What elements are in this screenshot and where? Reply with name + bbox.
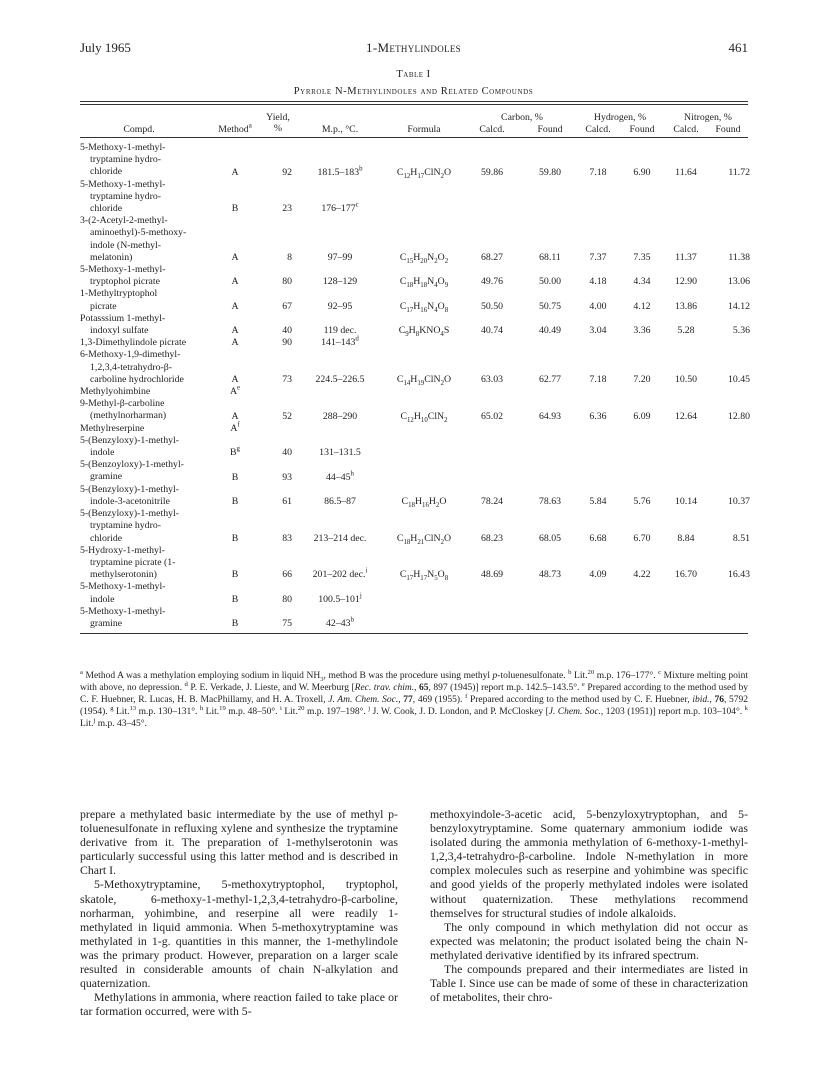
table-row	[80, 545, 748, 582]
cell-n-found: 11.72	[728, 166, 750, 178]
table-label: Table I	[396, 69, 431, 80]
compound-name-line: gramine	[90, 617, 123, 629]
cell-n-found: 16.43	[727, 569, 750, 581]
cell-mp: 141–143$^d$	[321, 336, 359, 349]
compound-name-line: 5-Hydroxy-1-methyl-	[80, 544, 165, 556]
cell-method: $A^f$	[230, 421, 240, 434]
cell-method: A	[231, 374, 239, 386]
cell-mp: 97–99	[327, 252, 353, 264]
cell-yield: 92	[282, 166, 292, 178]
cell-formula: $C_{17}H_{17}N_5O_8$	[399, 569, 449, 583]
cell-n-calc: 11.37	[675, 252, 697, 264]
table-row	[80, 215, 748, 264]
cell-h-found: 5.76	[633, 496, 651, 508]
cell-mp: 213–214 dec.	[313, 532, 367, 544]
cell-mp: 176–177$^c$	[321, 201, 359, 215]
cell-method: B	[231, 471, 239, 483]
body-right-column	[430, 807, 748, 1004]
compound-name-line: indole	[90, 593, 115, 605]
body-paragraph: 5-Methoxytryptamine, 5-methoxytryptophol, tryptophol, skatole, 6-methoxy-1-methyl-1,2,3,4-tetrahydro-β-carboline, norharman, yohimbine, and reserpine all were readily 1-methylated in liquid ammonia. When 5-methoxytryptamine was methylated in 1-g. quantities in this manner, the 1-methylindole was the primary product. However, preparation on a larger scale resulted in considerable amounts of chain N-alkylation and quaternization.	[80, 877, 398, 991]
cell-yield: 80	[282, 276, 292, 288]
table-row	[80, 581, 748, 605]
compound-name-line: carboline hydrochloride	[90, 373, 184, 385]
cell-yield: 67	[282, 300, 292, 312]
cell-formula: $C_{18}H_{16}H_2O$	[401, 496, 447, 510]
compound-name-line: chloride	[90, 203, 123, 215]
cell-n-calc: 10.14	[674, 496, 698, 508]
table-row	[80, 179, 748, 216]
cell-h-calc: 7.18	[589, 374, 607, 386]
header-mp: M.p., °C.	[321, 124, 359, 135]
header-c-calcd: Calcd.	[479, 124, 505, 135]
cell-mp: 181.5–183$^b$	[317, 165, 363, 178]
cell-n-found: 11.38	[728, 252, 750, 264]
cell-method: A	[231, 410, 239, 422]
cell-yield: 90	[282, 337, 292, 349]
compound-name-line: indole	[90, 447, 115, 459]
compound-name	[80, 581, 748, 605]
cell-h-found: 3.36	[633, 325, 651, 337]
cell-n-found: 10.45	[727, 374, 750, 386]
cell-method: A	[231, 300, 239, 312]
cell-n-calc: 11.64	[675, 166, 697, 178]
cell-formula: $C_{12}H_{17}ClN_2O$	[396, 166, 452, 180]
cell-c-calc: 63.03	[480, 374, 504, 386]
cell-yield: 73	[282, 374, 292, 386]
cell-c-calc: 49.76	[480, 276, 504, 288]
cell-h-found: 7.35	[633, 252, 651, 264]
compound-name-line: 5-(Benzoyloxy)-1-methyl-	[80, 459, 184, 471]
compound-name-line: (methylnorharman)	[90, 410, 167, 422]
cell-yield: 61	[282, 496, 292, 508]
cell-c-found: 48.73	[538, 569, 562, 581]
table-row	[80, 386, 748, 398]
header-running-title: 1-Methylindoles	[366, 40, 461, 55]
table	[80, 101, 748, 634]
compound-name-line: tryptamine hydro-	[90, 190, 162, 202]
compound-name-line: 9-Methyl-β-carboline	[80, 398, 165, 410]
cell-mp: 100.5–101$^j$	[318, 592, 362, 605]
cell-c-found: 68.11	[539, 252, 561, 264]
cell-mp: 131–131.5	[319, 447, 361, 459]
compound-name-line: 5-(Benzyloxy)-1-methyl-	[80, 434, 180, 446]
compound-name-line: chloride	[90, 166, 123, 178]
cell-c-calc: 40.74	[480, 325, 504, 337]
cell-formula: $C_{18}H_{18}N_4O_9$	[399, 276, 449, 290]
cell-h-found: 6.70	[633, 532, 651, 544]
compound-name-line: indoxyl sulfate	[90, 325, 149, 337]
table-row	[80, 423, 748, 435]
cell-yield: 66	[282, 569, 292, 581]
footnote-e: $^e$ Prepared according to the method used by C. F. Huebner, R. Lucas, H. B. MacPhillamy, and H. A. Troxell, J. Am. Chem. Soc., 77, 469 (1955).	[80, 680, 749, 705]
compound-name	[80, 179, 748, 216]
compound-name-line: Methylyohimbine	[80, 386, 151, 398]
compound-name-line: Potasssium 1-methyl-	[80, 312, 166, 324]
compound-name-line: 1,3-Dimethylindole picrate	[80, 337, 187, 349]
compound-name-line: tryptophol picrate	[90, 276, 160, 288]
footnote-i: $^i$ Lit.$^{20}$ m.p. 197–198°.	[280, 704, 366, 717]
compound-name-line: 6-Methoxy-1,9-dimethyl-	[80, 349, 181, 361]
header-n-calcd: Calcd.	[673, 124, 699, 135]
cell-mp: 224.5–226.5	[315, 374, 365, 386]
cell-mp: 92–95	[327, 300, 353, 312]
header-n-found: Found	[715, 124, 741, 135]
compound-name-line: gramine	[90, 471, 123, 483]
cell-yield: 75	[282, 618, 292, 630]
footnote-h: $^h$ Lit.$^{19}$ m.p. 48–50°.	[199, 704, 278, 717]
compound-name-line: picrate	[90, 300, 117, 312]
cell-mp: 42–43$^b$	[326, 616, 354, 630]
compound-name-line: 5-Methoxy-1-methyl-	[80, 581, 166, 593]
cell-c-found: 64.93	[538, 410, 562, 422]
cell-h-calc: 3.04	[589, 325, 607, 337]
footnote-d: $^d$ P. E. Verkade, J. Lieste, and W. Meerburg [Rec. trav. chim., 65, 897 (1945)] report m.p. 142.5–143.5°.	[184, 680, 580, 693]
cell-n-calc: 5.28	[677, 325, 695, 337]
body-paragraph: Methylations in ammonia, where reaction failed to take place or tar formation occurred, were with 5-	[80, 990, 398, 1019]
cell-mp: 288–290	[322, 410, 358, 422]
cell-h-found: 4.22	[633, 569, 651, 581]
cell-mp: 86.5–87	[324, 496, 356, 508]
cell-method: B	[231, 496, 239, 508]
cell-n-found: 14.12	[727, 300, 750, 312]
cell-mp: 201–202 dec.$^i$	[312, 568, 368, 581]
compound-name-line: 5-Methoxy-1-methyl-	[80, 142, 166, 153]
cell-h-found: 4.34	[633, 276, 651, 288]
cell-h-calc: 5.84	[589, 496, 607, 508]
footnote-g: $^g$ Lit.$^{13}$ m.p. 130–131°.	[110, 704, 198, 717]
cell-h-calc: 6.68	[589, 532, 607, 544]
table-row	[80, 606, 748, 630]
cell-n-calc: 16.70	[674, 569, 698, 581]
table-row	[80, 435, 748, 459]
table-row	[80, 484, 748, 508]
cell-yield: 80	[282, 593, 292, 605]
cell-mp: 119 dec.	[323, 325, 357, 337]
table-row	[80, 398, 748, 422]
compound-name-line: tryptamine hydro-	[90, 154, 162, 166]
compound-name	[80, 606, 748, 630]
body-paragraph: prepare a methylated basic intermediate by the use of methyl p-toluenesulfonate in refluxing xylene and synthesize the tryptamine derivative from it. The preparation of 1-methylserotonin was particularly successful using this latter method and is described in Chart I.	[80, 807, 398, 878]
cell-method: A	[231, 337, 239, 349]
compound-name-line: tryptamine picrate (1-	[90, 556, 176, 568]
cell-formula: $C_{18}H_{21}ClN_2O$	[396, 532, 452, 546]
footnote-j: $^j$ J. W. Cook, J. D. London, and P. McCloskey [J. Chem. Soc., 1203 (1951)] report m.p. 103–104°.	[368, 704, 743, 717]
header-method: Method$^a$	[218, 122, 252, 135]
cell-h-calc: 6.36	[589, 410, 607, 422]
cell-c-calc: 78.24	[480, 496, 504, 508]
cell-yield: 8	[287, 252, 292, 264]
cell-c-found: 78.63	[538, 496, 562, 508]
compound-name-line: 5-Methoxy-1-methyl-	[80, 178, 166, 190]
cell-method: $B^g$	[230, 446, 240, 459]
cell-h-calc: 4.18	[589, 276, 607, 288]
header-date: July 1965	[80, 40, 131, 55]
table-row	[80, 142, 748, 179]
cell-c-calc: 50.50	[480, 300, 504, 312]
body-paragraph: The only compound in which methylation did not occur as expected was melatonin; the product isolated being the chain N-methylated derivative identified by its infrared spectrum.	[430, 919, 748, 962]
cell-yield: 83	[282, 532, 292, 544]
header-nitrogen: Nitrogen, %	[684, 112, 732, 123]
compound-name-line: tryptamine hydro-	[90, 520, 162, 532]
cell-method: A	[231, 276, 239, 288]
compound-name-line: 5-Methoxy-1-methyl-	[80, 605, 166, 617]
cell-h-calc: 7.18	[589, 166, 607, 178]
footnote-k: $^k$ Lit.$^j$ m.p. 43–45°.	[80, 704, 748, 729]
cell-n-calc: 8.84	[677, 532, 695, 544]
cell-method: B	[231, 532, 239, 544]
cell-formula: $C_{17}H_{16}N_4O_8$	[399, 300, 449, 314]
compound-name-line: 5-Methoxy-1-methyl-	[80, 264, 166, 276]
cell-method: B	[231, 203, 239, 215]
compound-name-line: melatonin)	[90, 251, 133, 263]
header-formula: Formula	[407, 124, 441, 135]
cell-c-calc: 48.69	[480, 569, 504, 581]
compound-name	[80, 337, 748, 349]
cell-yield: 40	[282, 447, 292, 459]
compound-name-line: chloride	[90, 532, 123, 544]
header-h-found: Found	[629, 124, 655, 135]
table-row	[80, 337, 748, 349]
table-body	[80, 138, 748, 630]
footnote-b: $^b$ Lit.$^{20}$ m.p. 176–177°.	[568, 668, 656, 681]
header-h-calcd: Calcd.	[585, 124, 611, 135]
compound-name-line: aminoethyl)-5-methoxy-	[90, 227, 187, 239]
footnote-a: $^a$ Method A was a methylation employing sodium in liquid $NH_3$, method B was the procedure using methyl p-toluenesulfonate.	[80, 668, 566, 683]
cell-h-calc: 4.00	[589, 300, 607, 312]
table-bottom-rule	[80, 633, 748, 634]
table-header	[80, 105, 748, 137]
compound-name	[80, 423, 748, 435]
compound-name-line: 3-(2-Acetyl-2-methyl-	[80, 215, 168, 227]
cell-formula: $C_9H_8KNO_4S$	[398, 325, 450, 339]
table-row	[80, 264, 748, 288]
cell-method: $A^e$	[229, 385, 241, 398]
cell-h-found: 7.20	[633, 374, 651, 386]
cell-c-found: 68.05	[538, 532, 562, 544]
header-compd: Compd.	[123, 124, 155, 135]
body-paragraph: The compounds prepared and their intermediates are listed in Table I. Since use can be made of some of these in characterization of metabolites, their chro-	[430, 962, 748, 1005]
cell-formula: $C_{14}H_{19}ClN_2O$	[396, 374, 452, 388]
cell-n-found: 5.36	[732, 325, 750, 337]
cell-method: A	[231, 252, 239, 264]
cell-h-found: 4.12	[633, 300, 651, 312]
cell-yield: 52	[282, 410, 292, 422]
compound-name-line: methylserotonin)	[90, 569, 157, 581]
cell-c-calc: 65.02	[480, 410, 504, 422]
footnote-c: $^c$ Mixture melting point with above, no depression.	[80, 668, 748, 693]
compound-name	[80, 459, 748, 483]
cell-method: A	[231, 166, 239, 178]
compound-name-line: 5-(Benzyloxy)-1-methyl-	[80, 483, 180, 495]
cell-n-found: 12.80	[727, 410, 750, 422]
compound-name-line: 5-(Benzyloxy)-1-methyl-	[80, 508, 180, 520]
header-carbon: Carbon, %	[501, 112, 543, 123]
header-c-found: Found	[537, 124, 563, 135]
cell-formula: $C_{12}H_{10}ClN_2$	[400, 410, 448, 424]
table-row	[80, 459, 748, 483]
cell-c-found: 59.80	[538, 166, 562, 178]
cell-h-calc: 4.09	[589, 569, 607, 581]
compound-name-line: indole-3-acetonitrile	[90, 495, 170, 507]
cell-formula: $C_{15}H_{20}N_2O_2$	[399, 252, 449, 265]
compound-name-line: 1,2,3,4-tetrahydro-β-	[90, 361, 172, 373]
body-left-column	[80, 807, 398, 1018]
cell-yield: 93	[282, 471, 292, 483]
cell-h-found: 6.90	[633, 166, 651, 178]
cell-yield: 23	[282, 203, 292, 215]
compound-name-line: Methylreserpine	[80, 422, 145, 434]
cell-n-found: 8.51	[732, 532, 750, 544]
compound-name-line: 1-Methyltryptophol	[80, 288, 158, 300]
cell-n-calc: 12.64	[674, 410, 698, 422]
table-footnotes	[80, 670, 748, 730]
cell-c-found: 40.49	[538, 325, 562, 337]
cell-method: B	[231, 569, 239, 581]
cell-c-calc: 68.23	[480, 532, 504, 544]
compound-name	[80, 435, 748, 459]
cell-n-calc: 10.50	[674, 374, 698, 386]
footnote-f: $^f$ Prepared according to the method used by C. F. Huebner, ibid., 76, 5792 (1954).	[80, 692, 749, 717]
cell-n-calc: 12.90	[674, 276, 698, 288]
cell-method: B	[231, 618, 239, 630]
table-caption: Pyrrole N-Methylindoles and Related Compounds	[293, 86, 534, 97]
cell-method: B	[231, 593, 239, 605]
body-paragraph: methoxyindole-3-acetic acid, 5-benzyloxytryptophan, and 5-benzyloxytryptamine. Some quaternary ammonium iodide was isolated during the ammonia methylation of 6-methoxy-1-methyl-1,2,3,4-tetrahydro-β-carboline. Indole N-methylation in more complex molecules such as reserpine and yohimbine was specific and good yields of the properly methylated indoles were isolated without quaternization. These methylations recommend themselves for structural studies of indole alkaloids.	[430, 807, 748, 920]
cell-method: A	[231, 325, 239, 337]
cell-c-calc: 59.86	[480, 166, 504, 178]
compound-name-line: indole (N-methyl-	[90, 239, 162, 251]
table-row	[80, 349, 748, 386]
header-yield: Yield, %	[266, 112, 290, 134]
cell-c-found: 62.77	[538, 374, 562, 386]
cell-mp: 128–129	[322, 276, 358, 288]
compound-name	[80, 386, 748, 398]
cell-mp: 44–45$^h$	[326, 470, 354, 483]
cell-c-found: 50.00	[538, 276, 562, 288]
header-page-number: 461	[728, 40, 748, 55]
cell-n-calc: 13.86	[674, 300, 698, 312]
cell-n-found: 10.37	[727, 496, 750, 508]
cell-yield: 40	[282, 325, 292, 337]
cell-c-calc: 68.27	[480, 252, 504, 264]
table-row	[80, 288, 748, 312]
cell-c-found: 50.75	[538, 300, 562, 312]
table-row	[80, 508, 748, 545]
cell-n-found: 13.06	[727, 276, 750, 288]
cell-h-calc: 7.37	[589, 252, 607, 264]
cell-h-found: 6.09	[633, 410, 651, 422]
header-hydrogen: Hydrogen, %	[593, 112, 647, 123]
table-row	[80, 313, 748, 337]
